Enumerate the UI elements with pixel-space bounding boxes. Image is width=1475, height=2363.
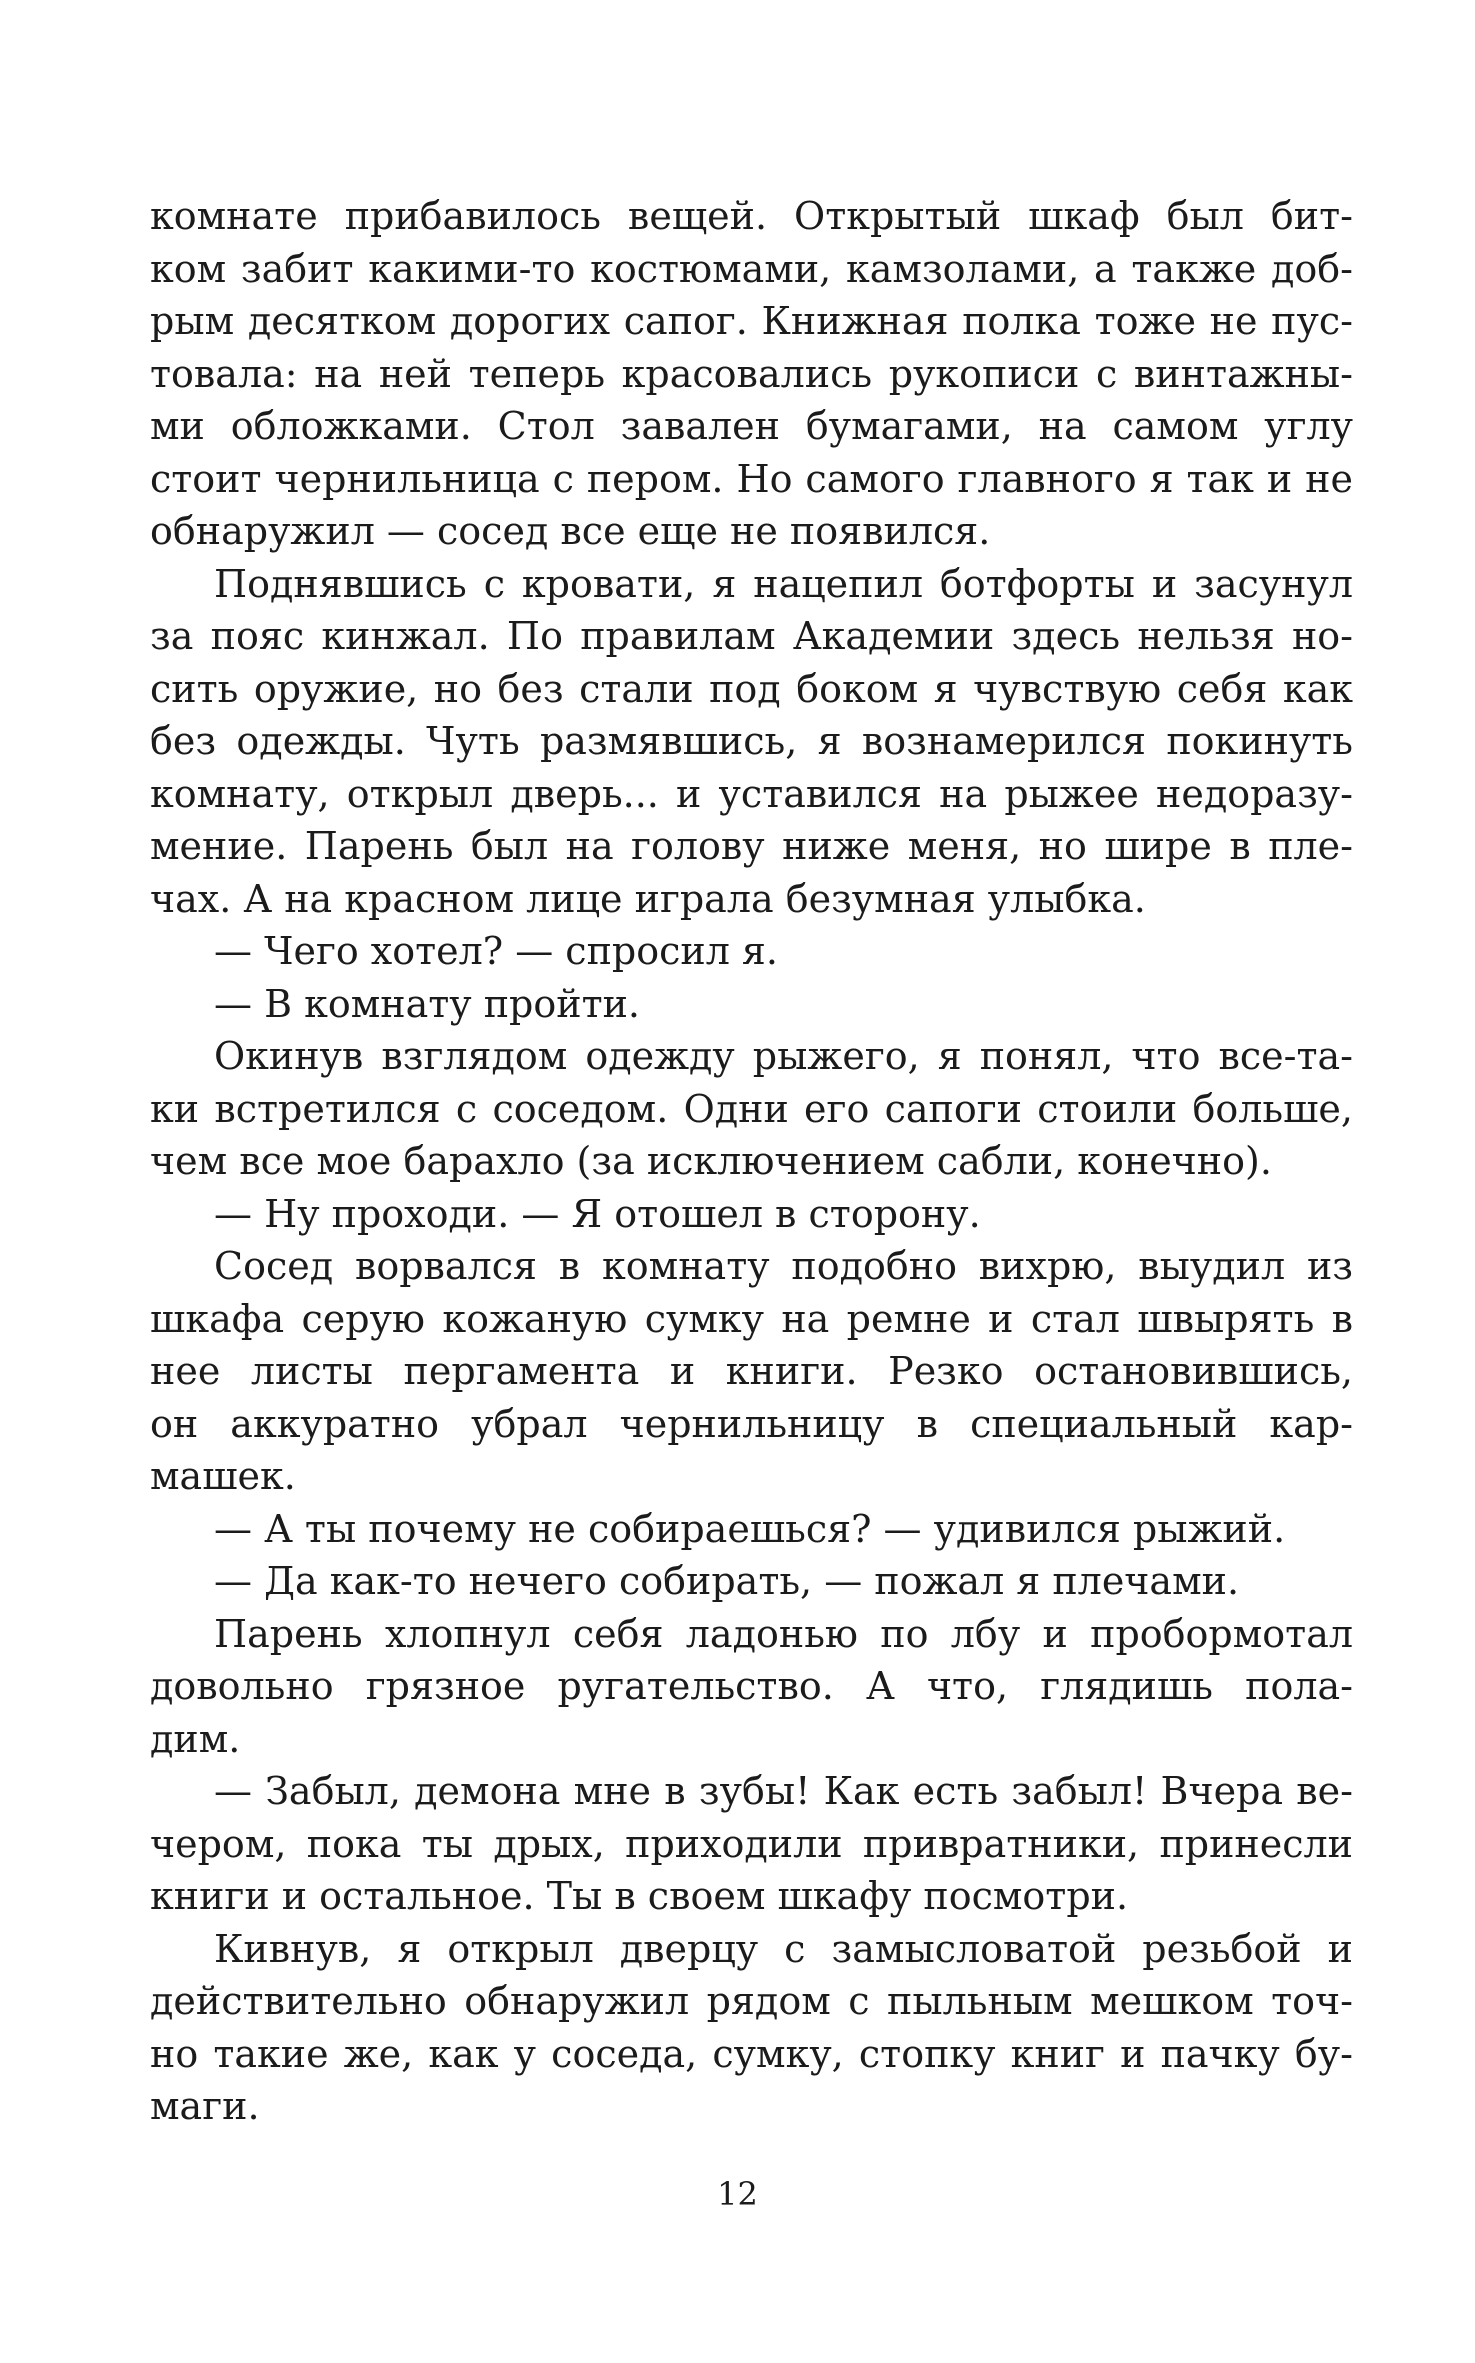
text-line: книги и остальное. Ты в своем шкафу посмотри. <box>150 1874 1129 1918</box>
text-line: — Чего хотел? — спросил я. <box>214 929 778 973</box>
text-line: — Да как-то нечего собирать, — пожал я плечами. <box>214 1559 1240 1603</box>
text-line: — Ну проходи. — Я отошел в сторону. <box>214 1191 981 1236</box>
paragraph <box>150 1240 1353 1503</box>
paragraph <box>150 1555 1353 1608</box>
page-text <box>150 190 1353 2133</box>
text-line: действительно обнаружил рядом с пыльным мешком точ- <box>150 1979 1353 2023</box>
text-line: ком забит какими-то костюмами, камзолами, а также доб- <box>150 246 1353 291</box>
text-line: Парень хлопнул себя ладонью по лбу и пробормотал <box>214 1611 1353 1656</box>
paragraph <box>150 190 1353 558</box>
paragraph <box>150 1503 1353 1556</box>
text-line: стоит чернильница с пером. Но самого главного я так и не <box>150 456 1353 501</box>
text-line: Поднявшись с кровати, я нацепил ботфорты и засунул <box>214 561 1353 606</box>
page-number: 12 <box>717 2175 758 2213</box>
text-line: шкафа серую кожаную сумку на ремне и стал швырять в <box>150 1296 1353 1341</box>
text-line: обнаружил — сосед все еще не появился. <box>150 509 991 553</box>
text-line: ки встретился с соседом. Одни его сапоги стоили больше, <box>150 1086 1353 1131</box>
text-line: рым десятком дорогих сапог. Книжная полка тоже не пус- <box>150 299 1353 343</box>
text-line: мение. Парень был на голову ниже меня, но шире в пле- <box>150 824 1353 868</box>
paragraph <box>150 1923 1353 2133</box>
text-line: товала: на ней теперь красовались рукописи с винтажны- <box>150 351 1353 396</box>
text-line: он аккуратно убрал чернильницу в специальный кар- <box>150 1401 1353 1446</box>
text-line: чах. А на красном лице играла безумная улыбка. <box>150 876 1146 921</box>
text-line: Сосед ворвался в комнату подобно вихрю, выудил из <box>214 1244 1353 1288</box>
paragraph <box>150 1608 1353 1766</box>
paragraph <box>150 925 1353 978</box>
paragraph <box>150 978 1353 1031</box>
text-line: нее листы пергамента и книги. Резко остановившись, <box>150 1349 1353 1393</box>
paragraph <box>150 1765 1353 1923</box>
paragraph <box>150 1030 1353 1188</box>
text-line: без одежды. Чуть размявшись, я вознамерился покинуть <box>150 719 1353 763</box>
text-line: ми обложками. Стол завален бумагами, на самом углу <box>150 404 1353 448</box>
text-line: — А ты почему не собираешься? — удивился рыжий. <box>214 1506 1286 1551</box>
text-line: но такие же, как у соседа, сумку, стопку книг и пачку бу- <box>150 2031 1353 2076</box>
text-line: за пояс кинжал. По правилам Академии здесь нельзя но- <box>150 614 1353 658</box>
text-line: — Забыл, демона мне в зубы! Как есть забыл! Вчера ве- <box>214 1769 1353 1813</box>
text-line: сить оружие, но без стали под боком я чувствую себя как <box>150 666 1353 711</box>
text-line: — В комнату пройти. <box>214 981 640 1026</box>
text-line: довольно грязное ругательство. А что, глядишь пола- <box>150 1664 1353 1708</box>
paragraph <box>150 1188 1353 1241</box>
text-line: Кивнув, я открыл дверцу с замысловатой резьбой и <box>214 1926 1353 1971</box>
text-line: комнате прибавилось вещей. Открытый шкаф был бит- <box>150 194 1353 238</box>
text-line: машек. <box>150 1454 296 1498</box>
text-line: маги. <box>150 2084 260 2128</box>
paragraph <box>150 558 1353 926</box>
text-line: комнату, открыл дверь... и уставился на рыжее недоразу- <box>150 771 1353 816</box>
text-line: чем все мое барахло (за исключением сабли, конечно). <box>150 1139 1272 1183</box>
text-line: дим. <box>150 1716 241 1761</box>
text-line: Окинув взглядом одежду рыжего, я понял, что все-та- <box>214 1034 1353 1078</box>
text-line: чером, пока ты дрых, приходили привратники, принесли <box>150 1821 1353 1866</box>
